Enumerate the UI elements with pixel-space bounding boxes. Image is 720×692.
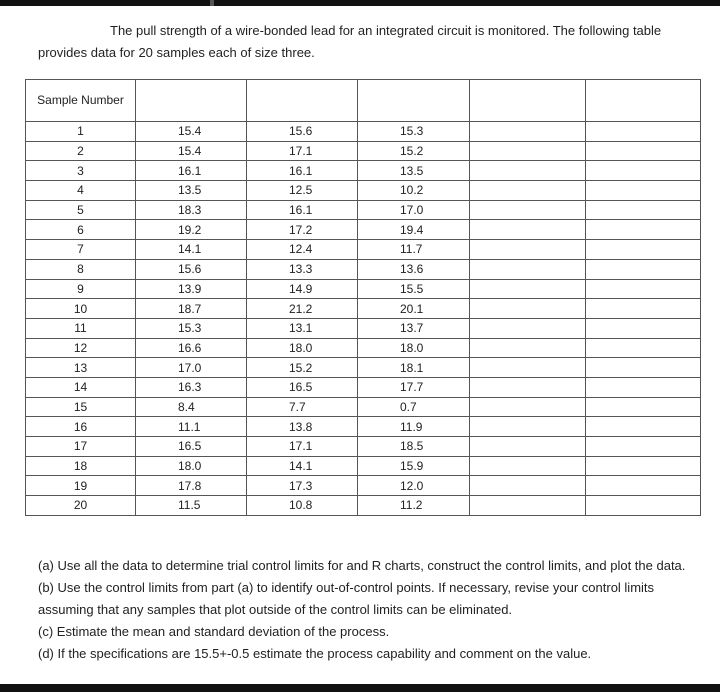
measurement-cell: 18.3 [136, 200, 247, 220]
measurement-cell: 17.7 [358, 377, 470, 397]
empty-cell [470, 476, 586, 496]
header-row [26, 80, 701, 122]
header-cell-empty [358, 80, 470, 122]
empty-cell [470, 377, 586, 397]
empty-cell [470, 496, 586, 516]
measurement-cell: 17.8 [136, 476, 247, 496]
measurement-cell: 18.0 [136, 456, 247, 476]
measurement-cell: 11.2 [358, 496, 470, 516]
measurement-cell: 18.1 [358, 358, 470, 378]
measurement-cell: 0.7 [358, 397, 470, 417]
empty-cell [586, 279, 701, 299]
empty-cell [470, 141, 586, 161]
measurement-cell: 13.9 [136, 279, 247, 299]
empty-cell [470, 318, 586, 338]
measurement-cell: 19.2 [136, 220, 247, 240]
measurement-cell: 14.1 [136, 240, 247, 260]
sample-number-cell: 8 [26, 259, 136, 279]
empty-cell [586, 122, 701, 142]
measurement-cell: 15.6 [247, 122, 358, 142]
measurement-cell: 13.5 [358, 161, 470, 181]
measurement-cell: 18.7 [136, 299, 247, 319]
empty-cell [470, 338, 586, 358]
table-body [26, 122, 701, 516]
measurement-cell: 15.2 [247, 358, 358, 378]
measurement-cell: 15.4 [136, 122, 247, 142]
table-row [26, 397, 701, 417]
question-b: (b) Use the control limits from part (a) to identify out-of-control points. If necessary, revise your control limits assuming that any samples that plot outside of the control limits can be eliminated. [38, 580, 655, 617]
table-row [26, 141, 701, 161]
empty-cell [586, 338, 701, 358]
measurement-cell: 17.2 [247, 220, 358, 240]
empty-cell [470, 417, 586, 437]
measurement-cell: 16.1 [136, 161, 247, 181]
measurement-cell: 16.1 [247, 200, 358, 220]
table-row [26, 318, 701, 338]
empty-cell [470, 220, 586, 240]
empty-cell [586, 240, 701, 260]
empty-cell [470, 279, 586, 299]
empty-cell [586, 496, 701, 516]
measurement-cell: 16.1 [247, 161, 358, 181]
measurement-cell: 21.2 [247, 299, 358, 319]
table-row [26, 161, 701, 181]
header-cell-empty [586, 80, 701, 122]
table-row [26, 456, 701, 476]
measurement-cell: 12.5 [247, 181, 358, 201]
empty-cell [586, 377, 701, 397]
measurement-cell: 10.2 [358, 181, 470, 201]
table-row [26, 299, 701, 319]
measurement-cell: 14.1 [247, 456, 358, 476]
sample-number-cell: 1 [26, 122, 136, 142]
sample-number-cell: 10 [26, 299, 136, 319]
measurement-cell: 16.6 [136, 338, 247, 358]
table-row [26, 358, 701, 378]
sample-number-cell: 3 [26, 161, 136, 181]
sample-number-cell: 18 [26, 456, 136, 476]
sample-number-cell: 6 [26, 220, 136, 240]
measurement-cell: 12.0 [358, 476, 470, 496]
sample-number-cell: 9 [26, 279, 136, 299]
measurement-cell: 13.3 [247, 259, 358, 279]
measurement-cell: 15.9 [358, 456, 470, 476]
table-row [26, 200, 701, 220]
empty-cell [586, 456, 701, 476]
empty-cell [586, 476, 701, 496]
sample-number-cell: 2 [26, 141, 136, 161]
empty-cell [470, 161, 586, 181]
table-row [26, 259, 701, 279]
measurement-cell: 16.5 [136, 437, 247, 457]
question-c: (c) Estimate the mean and standard deviation of the process. [38, 624, 390, 639]
measurement-cell: 17.1 [247, 437, 358, 457]
sample-number-cell: 20 [26, 496, 136, 516]
empty-cell [470, 437, 586, 457]
table-row [26, 240, 701, 260]
measurement-cell: 12.4 [247, 240, 358, 260]
measurement-cell: 14.9 [247, 279, 358, 299]
sample-number-cell: 7 [26, 240, 136, 260]
measurement-cell: 15.5 [358, 279, 470, 299]
empty-cell [586, 220, 701, 240]
measurement-cell: 17.0 [136, 358, 247, 378]
sample-number-cell: 16 [26, 417, 136, 437]
empty-cell [470, 200, 586, 220]
measurement-cell: 7.7 [247, 397, 358, 417]
sample-number-cell: 15 [26, 397, 136, 417]
table-row [26, 122, 701, 142]
question-d: (d) If the specifications are 15.5+-0.5 estimate the process capability and comment on the value. [38, 646, 592, 661]
empty-cell [470, 397, 586, 417]
data-table [25, 79, 701, 516]
table-row [26, 220, 701, 240]
sample-number-cell: 14 [26, 377, 136, 397]
table-row [26, 476, 701, 496]
empty-cell [470, 456, 586, 476]
table-row [26, 417, 701, 437]
empty-cell [586, 141, 701, 161]
empty-cell [470, 181, 586, 201]
measurement-cell: 18.0 [358, 338, 470, 358]
sample-number-cell: 17 [26, 437, 136, 457]
measurement-cell: 15.2 [358, 141, 470, 161]
measurement-cell: 10.8 [247, 496, 358, 516]
empty-cell [586, 397, 701, 417]
measurement-cell: 8.4 [136, 397, 247, 417]
questions-block [38, 555, 708, 665]
measurement-cell: 15.3 [358, 122, 470, 142]
table-row [26, 377, 701, 397]
measurement-cell: 11.9 [358, 417, 470, 437]
empty-cell [586, 417, 701, 437]
empty-cell [586, 259, 701, 279]
measurement-cell: 20.1 [358, 299, 470, 319]
measurement-cell: 11.7 [358, 240, 470, 260]
measurement-cell: 16.3 [136, 377, 247, 397]
header-cell-empty [470, 80, 586, 122]
table-row [26, 279, 701, 299]
measurement-cell: 18.0 [247, 338, 358, 358]
measurement-cell: 13.5 [136, 181, 247, 201]
empty-cell [470, 299, 586, 319]
empty-cell [586, 358, 701, 378]
empty-cell [586, 299, 701, 319]
sample-number-header: Sample Number [26, 80, 136, 122]
sample-number-cell: 11 [26, 318, 136, 338]
measurement-cell: 19.4 [358, 220, 470, 240]
sample-number-cell: 13 [26, 358, 136, 378]
sample-number-cell: 19 [26, 476, 136, 496]
measurement-cell: 15.3 [136, 318, 247, 338]
measurement-cell: 11.1 [136, 417, 247, 437]
table-row [26, 437, 701, 457]
measurement-cell: 13.7 [358, 318, 470, 338]
measurement-cell: 17.1 [247, 141, 358, 161]
empty-cell [586, 181, 701, 201]
empty-cell [470, 122, 586, 142]
empty-cell [470, 358, 586, 378]
measurement-cell: 15.4 [136, 141, 247, 161]
sample-number-cell: 5 [26, 200, 136, 220]
measurement-cell: 17.3 [247, 476, 358, 496]
table-row [26, 338, 701, 358]
question-a: (a) Use all the data to determine trial control limits for and R charts, construct the control limits, and plot the data. [38, 558, 686, 573]
header-cell-empty [136, 80, 247, 122]
measurement-cell: 18.5 [358, 437, 470, 457]
measurement-cell: 17.0 [358, 200, 470, 220]
table-row [26, 496, 701, 516]
table-row [26, 181, 701, 201]
measurement-cell: 13.8 [247, 417, 358, 437]
measurement-cell: 13.6 [358, 259, 470, 279]
bottom-edge-bar [0, 684, 720, 692]
empty-cell [586, 437, 701, 457]
measurement-cell: 13.1 [247, 318, 358, 338]
top-edge-bar [0, 0, 720, 6]
measurement-cell: 15.6 [136, 259, 247, 279]
measurement-cell: 11.5 [136, 496, 247, 516]
empty-cell [586, 318, 701, 338]
empty-cell [586, 200, 701, 220]
sample-number-cell: 12 [26, 338, 136, 358]
empty-cell [586, 161, 701, 181]
measurement-cell: 16.5 [247, 377, 358, 397]
empty-cell [470, 259, 586, 279]
header-cell-empty [247, 80, 358, 122]
top-edge-mark [210, 0, 214, 6]
sample-number-cell: 4 [26, 181, 136, 201]
empty-cell [470, 240, 586, 260]
intro-paragraph: The pull strength of a wire-bonded lead for an integrated circuit is monitored. The following table provides data for 20 samples each of size three. [38, 23, 662, 60]
